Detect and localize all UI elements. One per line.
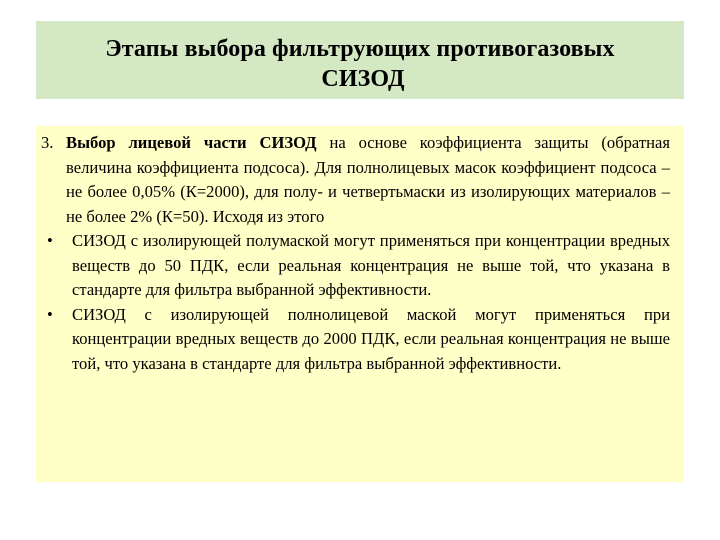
slide-title-line-1: Этапы выбора фильтрующих противогазовых [105, 36, 615, 62]
item-3-bold-lead: Выбор лицевой части СИЗОД [66, 133, 317, 152]
content-box [36, 126, 684, 482]
bullet-2-marker: • [47, 304, 53, 324]
item-3-text: на основе коэффициента защиты (обратная величина коэффициента подсоса). Для полнолицевых масок коэффициент подсоса – не более 0,05% (К=2000), для полу- и четвертьмаски из изолирующих материалов – не более 2% (К=50). Исходя из этого [66, 133, 670, 226]
item-3-number: 3. [41, 133, 54, 152]
bullet-item-1 [41, 229, 670, 303]
item-3-body [66, 131, 670, 229]
bullet-1-marker: • [47, 231, 53, 250]
slide-title-line-2: СИЗОД [321, 66, 405, 92]
bullet-item-2 [41, 303, 670, 377]
item-3 [41, 131, 670, 229]
bullet-2-text: СИЗОД с изолирующей полнолицевой маской могут применяться при концентрации вредных веществ до 2000 ПДК, если реальная концентрация не выше той, что указана в стандарте для фильтра выбранной эффективности. [72, 304, 670, 373]
title-box [36, 21, 684, 99]
bullet-1-text: СИЗОД с изолирующей полумаской могут применяться при концентрации вредных веществ до 50 ПДК, если реальная концентрация не выше той, что указана в стандарте для фильтра выбранной эффективности. [72, 231, 670, 299]
